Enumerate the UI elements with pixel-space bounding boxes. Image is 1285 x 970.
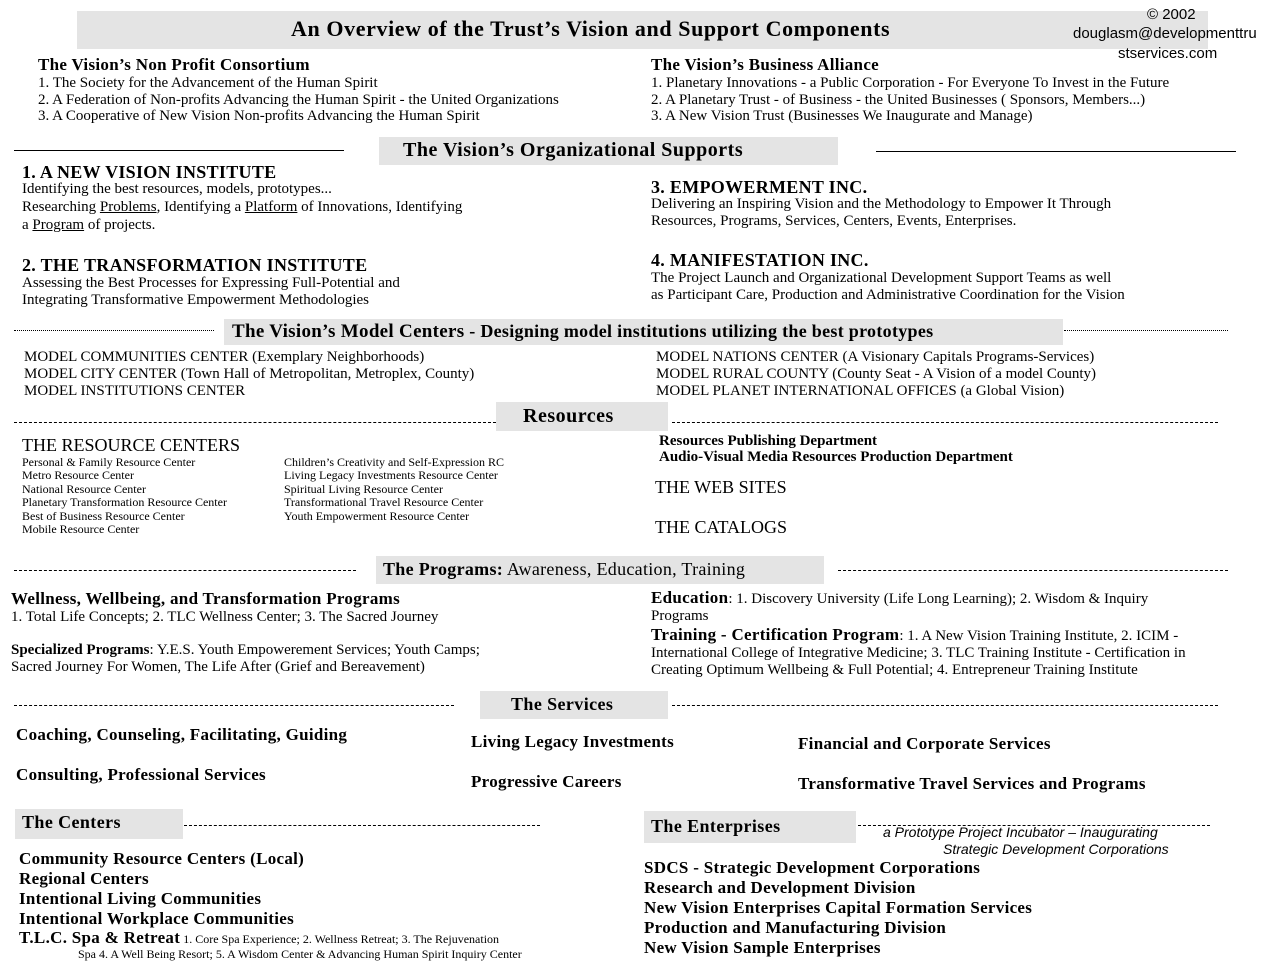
list-item: Living Legacy Investments Resource Center	[284, 468, 498, 483]
copyright: © 2002	[1147, 6, 1196, 23]
support-3-text: Delivering an Inspiring Vision and the Methodology to Empower It Through Resources, Programs, Services, Centers, Events, Enterprises.	[651, 196, 1112, 229]
divider	[14, 570, 356, 571]
support-4-title: 4. MANIFESTATION INC.	[651, 250, 869, 270]
list-item: Mobile Resource Center	[22, 522, 140, 537]
services-title: The Services	[511, 694, 614, 714]
list-item: 2. A Planetary Trust - of Business - the United Businesses ( Sponsors, Members...)	[651, 91, 1146, 108]
service-coaching: Coaching, Counseling, Facilitating, Guiding	[16, 725, 348, 744]
support-2-title: 2. THE TRANSFORMATION INSTITUTE	[22, 255, 368, 275]
programs-title: The Programs: Awareness, Education, Training	[383, 559, 746, 579]
support-2-text: Assessing the Best Processes for Expressing Full-Potential and Integrating Transformative Empowerment Methodologies	[22, 275, 400, 308]
service-consulting: Consulting, Professional Services	[16, 765, 266, 784]
centers-title: The Centers	[22, 812, 121, 832]
list-item: Metro Resource Center	[22, 468, 134, 483]
list-item: Children’s Creativity and Self-Expression RC	[284, 455, 504, 469]
service-financial: Financial and Corporate Services	[798, 734, 1051, 753]
list-item: Community Resource Centers (Local)	[19, 849, 305, 868]
list-item: Personal & Family Resource Center	[22, 455, 196, 469]
model-centers-right	[656, 349, 1096, 400]
list-item: MODEL RURAL COUNTY (County Seat - A Vision of a model County)	[656, 366, 1097, 382]
spa-retreat: T.L.C. Spa & Retreat 1. Core Spa Experience; 2. Wellness Retreat; 3. The Rejuvenation Spa 4. A Well Being Resort; 5. A Wisdom Center & Advancing Human Spirit Inquiry Center	[19, 928, 522, 961]
service-legacy: Living Legacy Investments	[471, 732, 674, 751]
divider	[1064, 330, 1228, 331]
list-item: New Vision Sample Enterprises	[644, 938, 881, 957]
list-item: Best of Business Resource Center	[22, 508, 185, 523]
education-programs: Education: 1. Discovery University (Life Long Learning); 2. Wisdom & Inquiry Programs	[651, 588, 1149, 624]
page-title: An Overview of the Trust’s Vision and Support Components	[291, 16, 891, 41]
enterprises-tagline-2: Strategic Development Corporations	[943, 841, 1169, 857]
list-item: Research and Development Division	[644, 878, 916, 897]
list-item: MODEL NATIONS CENTER (A Visionary Capitals Programs-Services)	[656, 349, 1095, 365]
resource-centers-title: THE RESOURCE CENTERS	[22, 435, 241, 455]
resource-centers-col1	[22, 456, 227, 536]
web-sites: THE WEB SITES	[655, 477, 787, 497]
divider	[14, 330, 214, 331]
list-item: Production and Manufacturing Division	[644, 918, 947, 937]
support-3-title: 3. EMPOWERMENT INC.	[651, 177, 868, 197]
list-item: MODEL INSTITUTIONS CENTER	[24, 383, 246, 399]
list-item: Spiritual Living Resource Center	[284, 481, 443, 496]
catalogs: THE CATALOGS	[655, 517, 788, 537]
wellness-text: 1. Total Life Concepts; 2. TLC Wellness Center; 3. The Sacred Journey	[11, 609, 439, 625]
list-item: Intentional Living Communities	[19, 889, 262, 908]
alliance-title: The Vision’s Business Alliance	[651, 55, 880, 74]
resources-title: Resources	[523, 405, 614, 427]
list-item: Intentional Workplace Communities	[19, 909, 294, 928]
email-line-2: stservices.com	[1118, 45, 1218, 62]
list-item: 2. A Federation of Non-profits Advancing the Human Spirit - the United Organizations	[38, 91, 559, 108]
divider	[876, 151, 1236, 152]
org-supports-title: The Vision’s Organizational Supports	[403, 139, 744, 161]
publishing-dept: Resources Publishing Department	[659, 433, 878, 449]
support-1-title: 1. A NEW VISION INSTITUTE	[22, 162, 277, 182]
enterprises-tagline-1: a Prototype Project Incubator – Inaugurating	[883, 824, 1158, 840]
support-4-text: The Project Launch and Organizational Development Support Teams as well as Participant Care, Production and Administrative Coordination for the Vision	[651, 270, 1125, 303]
divider	[14, 705, 454, 706]
divider	[838, 570, 1228, 571]
centers-list	[19, 849, 304, 929]
av-dept: Audio-Visual Media Resources Production Department	[659, 449, 1013, 465]
divider	[184, 825, 540, 826]
model-centers-left	[24, 349, 474, 400]
divider	[672, 705, 1218, 706]
divider	[14, 422, 496, 423]
list-item: 3. A New Vision Trust (Businesses We Inaugurate and Manage)	[651, 108, 1033, 124]
list-item: 3. A Cooperative of New Vision Non-profits Advancing the Human Spirit	[38, 108, 480, 124]
consortium-title: The Vision’s Non Profit Consortium	[38, 55, 310, 74]
list-item: Planetary Transformation Resource Center	[22, 495, 227, 510]
list-item: SDCS - Strategic Development Corporations	[644, 858, 981, 877]
resource-centers-col2	[284, 456, 504, 523]
divider	[672, 422, 1218, 423]
email-line-1: douglasm@developmenttru	[1073, 25, 1257, 42]
wellness-title: Wellness, Wellbeing, and Transformation Programs	[11, 589, 401, 608]
support-1-text: Identifying the best resources, models, prototypes... Researching Problems, Identifying a Platform of Innovations, Identifying a Program of projects.	[22, 181, 463, 233]
list-item: National Resource Center	[22, 481, 146, 496]
service-travel: Transformative Travel Services and Programs	[798, 774, 1146, 793]
training-program: Training - Certification Program: 1. A New Vision Training Institute, 2. ICIM - International College of Integrative Medicine; 3. TLC Training Institute - Certification in Creating Optimum Wellbeing & Full Potential; 4. Entrepreneur Training Institute	[651, 625, 1186, 678]
consortium-list	[38, 75, 559, 125]
list-item: MODEL PLANET INTERNATIONAL OFFICES (a Global Vision)	[656, 383, 1065, 399]
list-item: 1. The Society for the Advancement of the Human Spirit	[38, 75, 378, 91]
list-item: Regional Centers	[19, 869, 149, 888]
list-item: Transformational Travel Resource Center	[284, 495, 484, 510]
model-centers-title: The Vision’s Model Centers - Designing model institutions utilizing the best prototypes	[232, 321, 934, 342]
list-item: MODEL COMMUNITIES CENTER (Exemplary Neighborhoods)	[24, 349, 425, 365]
specialized-programs: Specialized Programs: Y.E.S. Youth Empowerement Services; Youth Camps; Sacred Journey For Women, The Life After (Grief and Bereavement)	[11, 642, 480, 675]
enterprises-title: The Enterprises	[651, 816, 781, 836]
divider	[14, 150, 344, 151]
enterprises-list	[644, 858, 1032, 958]
alliance-list	[651, 75, 1169, 125]
service-careers: Progressive Careers	[471, 772, 622, 791]
list-item: New Vision Enterprises Capital Formation Services	[644, 898, 1033, 917]
list-item: 1. Planetary Innovations - a Public Corporation - For Everyone To Invest in the Future	[651, 75, 1170, 91]
list-item: Youth Empowerment Resource Center	[284, 508, 470, 523]
list-item: MODEL CITY CENTER (Town Hall of Metropolitan, Metroplex, County)	[24, 366, 475, 382]
